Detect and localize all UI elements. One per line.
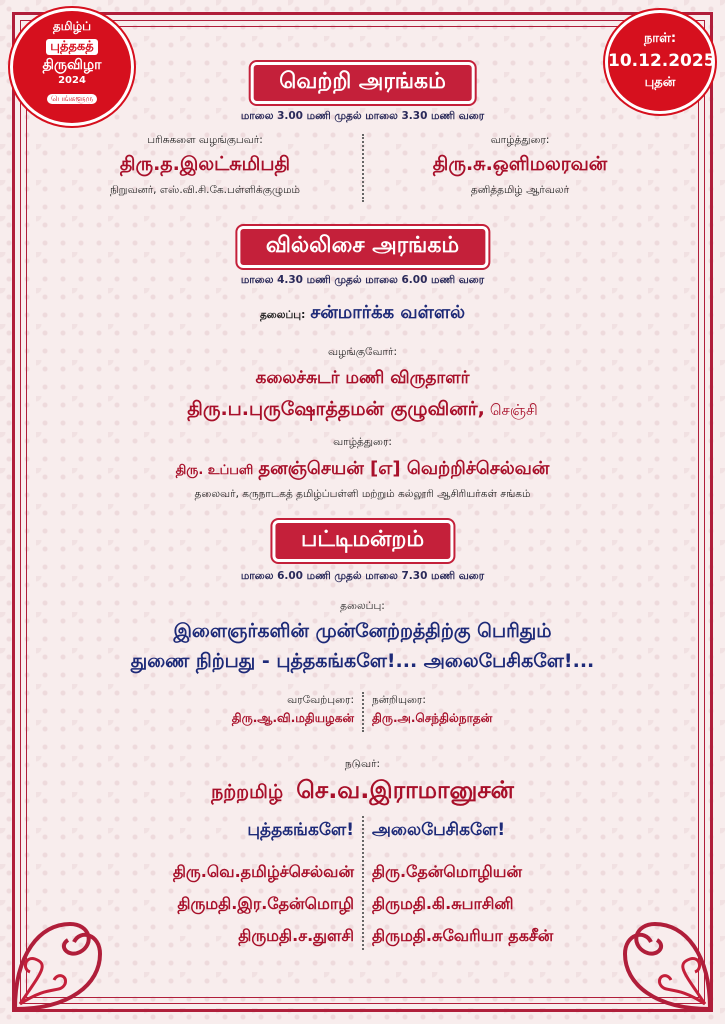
section3-right-speakers (372, 856, 672, 952)
section3-judge (0, 776, 725, 807)
section3-title: பட்டிமன்றம் (272, 520, 453, 562)
section2-award: கலைச்சுடர் மணி விருதாளர் (255, 368, 470, 388)
logo-line1: தமிழ்ப் (52, 19, 92, 33)
date-value: 10.12.2025 (608, 51, 716, 71)
date-day: புதன் (644, 75, 676, 90)
left-speaker-2: திருமதி.இர.தேன்மொழி (177, 894, 354, 913)
section1-left (60, 134, 350, 197)
section1-title: வெற்றி அரங்கம் (250, 62, 475, 104)
left-speaker-3: திருமதி.ச.துளசி (238, 926, 354, 945)
festival-logo (10, 8, 134, 126)
section1-right-role: வாழ்த்துரை: (490, 134, 550, 146)
section2-topic (0, 302, 725, 325)
section3-team-left: புத்தகங்களே! (247, 820, 354, 840)
section1-left-desc: நிறுவனர், எஸ்.வி.சி.கே.பள்ளிக்குழுமம் (109, 184, 301, 196)
section2-topic-value: சன்மார்க்க வள்ளல் (310, 302, 466, 323)
section1-right-desc: தனித்தமிழ் ஆர்வலர் (470, 184, 570, 196)
date-badge (605, 10, 715, 114)
right-speaker-3: திருமதி.சுவேரியா தகசீன் (372, 926, 554, 945)
section3-judge-prefix: நற்றமிழ் (211, 781, 284, 803)
section3-welcome (150, 694, 354, 727)
section1-time: மாலை 3.00 மணி முதல் மாலை 3.30 மணி வரை (240, 110, 485, 122)
logo-year: 2024 (58, 75, 86, 86)
section2-greet-desc: தலைவர், கருநாடகத் தமிழ்ப்பள்ளி மற்றும் கல்லூரி ஆசிரியர்கள் சங்கம் (194, 488, 531, 500)
left-speaker-1: திரு.வெ.தமிழ்ச்செல்வன் (172, 862, 354, 881)
section1-right (375, 134, 665, 197)
section2-topic-label: தலைப்பு: (259, 309, 306, 321)
section1-right-name: திரு.சு.ஒளிமலரவன் (432, 153, 608, 175)
section3-welcome-name: திரு.ஆ.வி.மதியழகன் (231, 711, 354, 725)
section3-team-right: அலைபேசிகளே! (372, 820, 506, 840)
section2-title: வில்லிசை அரங்கம் (237, 226, 488, 268)
section3-thanks-name: திரு.அ.செந்தில்நாதன் (372, 711, 493, 725)
section3-time: மாலை 6.00 மணி முதல் மாலை 7.30 மணி வரை (240, 570, 485, 582)
section2-time: மாலை 4.30 மணி முதல் மாலை 6.00 மணி வரை (240, 274, 485, 286)
section3-judge-label: நடுவர்: (344, 758, 381, 770)
section3-divider-top (362, 692, 364, 732)
logo-line3: திருவிழா (42, 57, 102, 73)
section2-presenter-place: செஞ்சி (489, 401, 538, 419)
section1-left-name: திரு.த.இலட்சுமிபதி (119, 153, 291, 175)
section2-presenter-label: வழங்குவோர்: (328, 346, 397, 358)
right-speaker-1: திரு.தேன்மொழியன் (372, 862, 522, 881)
section2-greet-prefix: திரு. உப்பளி (175, 463, 254, 478)
section3-thanks (372, 694, 592, 727)
logo-line2: புத்தகத் (46, 39, 97, 55)
section2-greet-name: தனஞ்செயன் [எ] வெற்றிச்செல்வன் (258, 458, 550, 479)
section2-greet (0, 458, 725, 481)
section2-presenter (0, 398, 725, 423)
section2-greet-label: வாழ்த்துரை: (333, 436, 392, 448)
section3-topic-label: தலைப்பு: (340, 600, 385, 612)
section3-topic-line1: இளைஞர்களின் முன்னேற்றத்திற்கு பெரிதும் (173, 620, 552, 642)
date-label: நாள்: (643, 31, 677, 46)
section3-topic-line2: துணை நிற்பது - புத்தகங்களே!... அலைபேசிகளே!... (130, 650, 595, 672)
section3-welcome-label: வரவேற்புரை: (287, 694, 354, 706)
section2-presenter-name: திரு.ப.புருஷோத்தமன் குழுவினர், (187, 398, 485, 420)
section3-thanks-label: நன்றியுரை: (372, 694, 426, 706)
section1-left-role: பரிசுகளை வழங்குபவர்: (147, 134, 263, 146)
logo-city: பெங்களூரு (47, 94, 97, 104)
section3-divider-bottom (362, 816, 364, 950)
section1-divider (362, 134, 364, 202)
section3-left-speakers (60, 856, 354, 952)
section3-judge-name: செ.வ.இராமானுசன் (296, 776, 514, 804)
right-speaker-2: திருமதி.கி.சுபாசினி (372, 894, 514, 913)
